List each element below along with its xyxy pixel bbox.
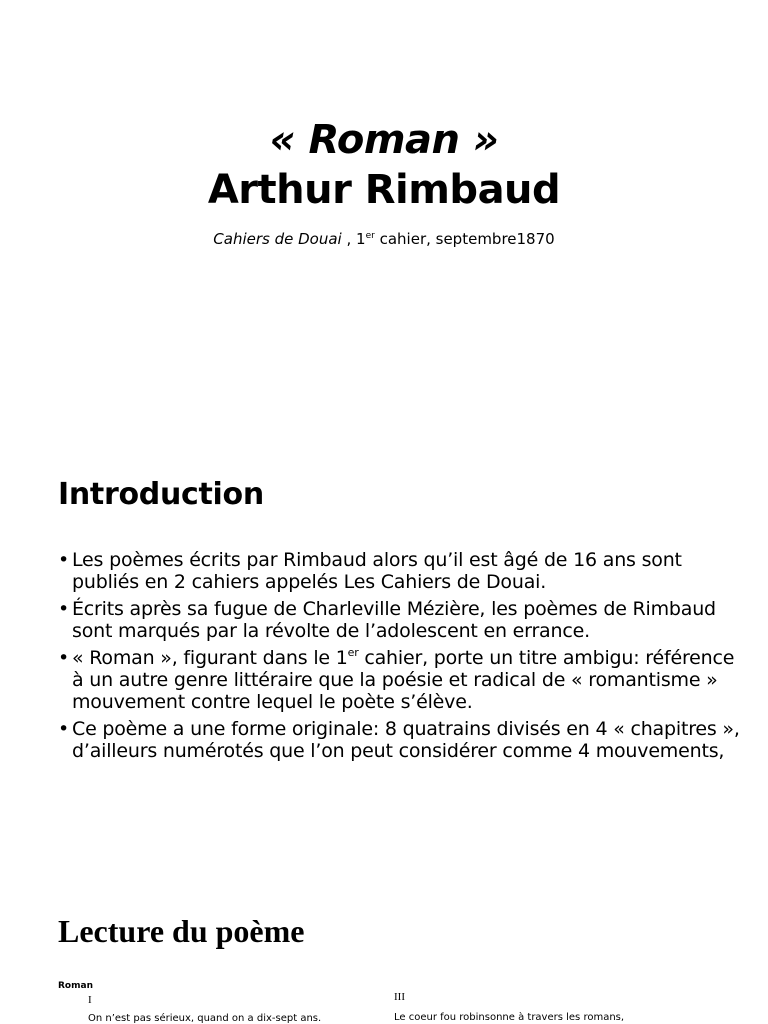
source-rest: cahier, septembre1870 xyxy=(374,230,555,248)
source-work: Cahiers de Douai xyxy=(213,230,342,248)
point-text-superscript: er xyxy=(347,646,359,659)
bullet-icon: • xyxy=(58,718,70,740)
verse-right-first-line: Le coeur fou robinsonne à travers les romans, xyxy=(394,1012,625,1023)
point-text-after: cahier, porte un titre ambigu: référence à un autre genre littéraire que la poésie et radical de « romantisme » mouvement contre lequel le poète s’élève. xyxy=(72,647,735,713)
part-number-left: I xyxy=(88,994,92,1006)
excerpt-title: Roman xyxy=(58,981,93,991)
list-item xyxy=(58,718,748,762)
bullet-icon: • xyxy=(58,647,70,669)
list-item xyxy=(58,549,748,593)
reading-heading: Lecture du poème xyxy=(58,913,305,949)
source-ordinal-number: 1 xyxy=(356,230,366,248)
part-number-right: III xyxy=(394,991,405,1003)
verse-left-first-line: On n’est pas sérieux, quand on a dix-sept ans. xyxy=(88,1013,322,1024)
list-item xyxy=(58,647,748,713)
point-text: Ce poème a une forme originale: 8 quatrains divisés en 4 « chapitres », d’ailleurs numérotés que l’on peut considérer comme 4 mouvements, xyxy=(72,718,740,762)
point-text-before: « Roman », figurant dans le 1 xyxy=(72,647,348,669)
point-text: Écrits après sa fugue de Charleville Mézière, les poèmes de Rimbaud sont marqués par la révolte de l’adolescent en errance. xyxy=(72,598,716,642)
introduction-list xyxy=(58,549,748,767)
author-name: Arthur Rimbaud xyxy=(207,167,561,213)
poem-title: « Roman » xyxy=(269,117,499,163)
title-slide xyxy=(0,0,768,420)
list-item xyxy=(58,598,748,642)
poem-excerpt xyxy=(58,980,758,1024)
point-text: Les poèmes écrits par Rimbaud alors qu’il est âgé de 16 ans sont publiés en 2 cahiers appelés Les Cahiers de Douai. xyxy=(72,549,682,593)
source-ordinal-suffix: er xyxy=(365,231,375,241)
source-line xyxy=(0,229,768,249)
bullet-icon: • xyxy=(58,549,70,571)
introduction-heading: Introduction xyxy=(58,477,264,512)
source-separator: , xyxy=(341,230,357,248)
bullet-icon: • xyxy=(58,598,70,620)
